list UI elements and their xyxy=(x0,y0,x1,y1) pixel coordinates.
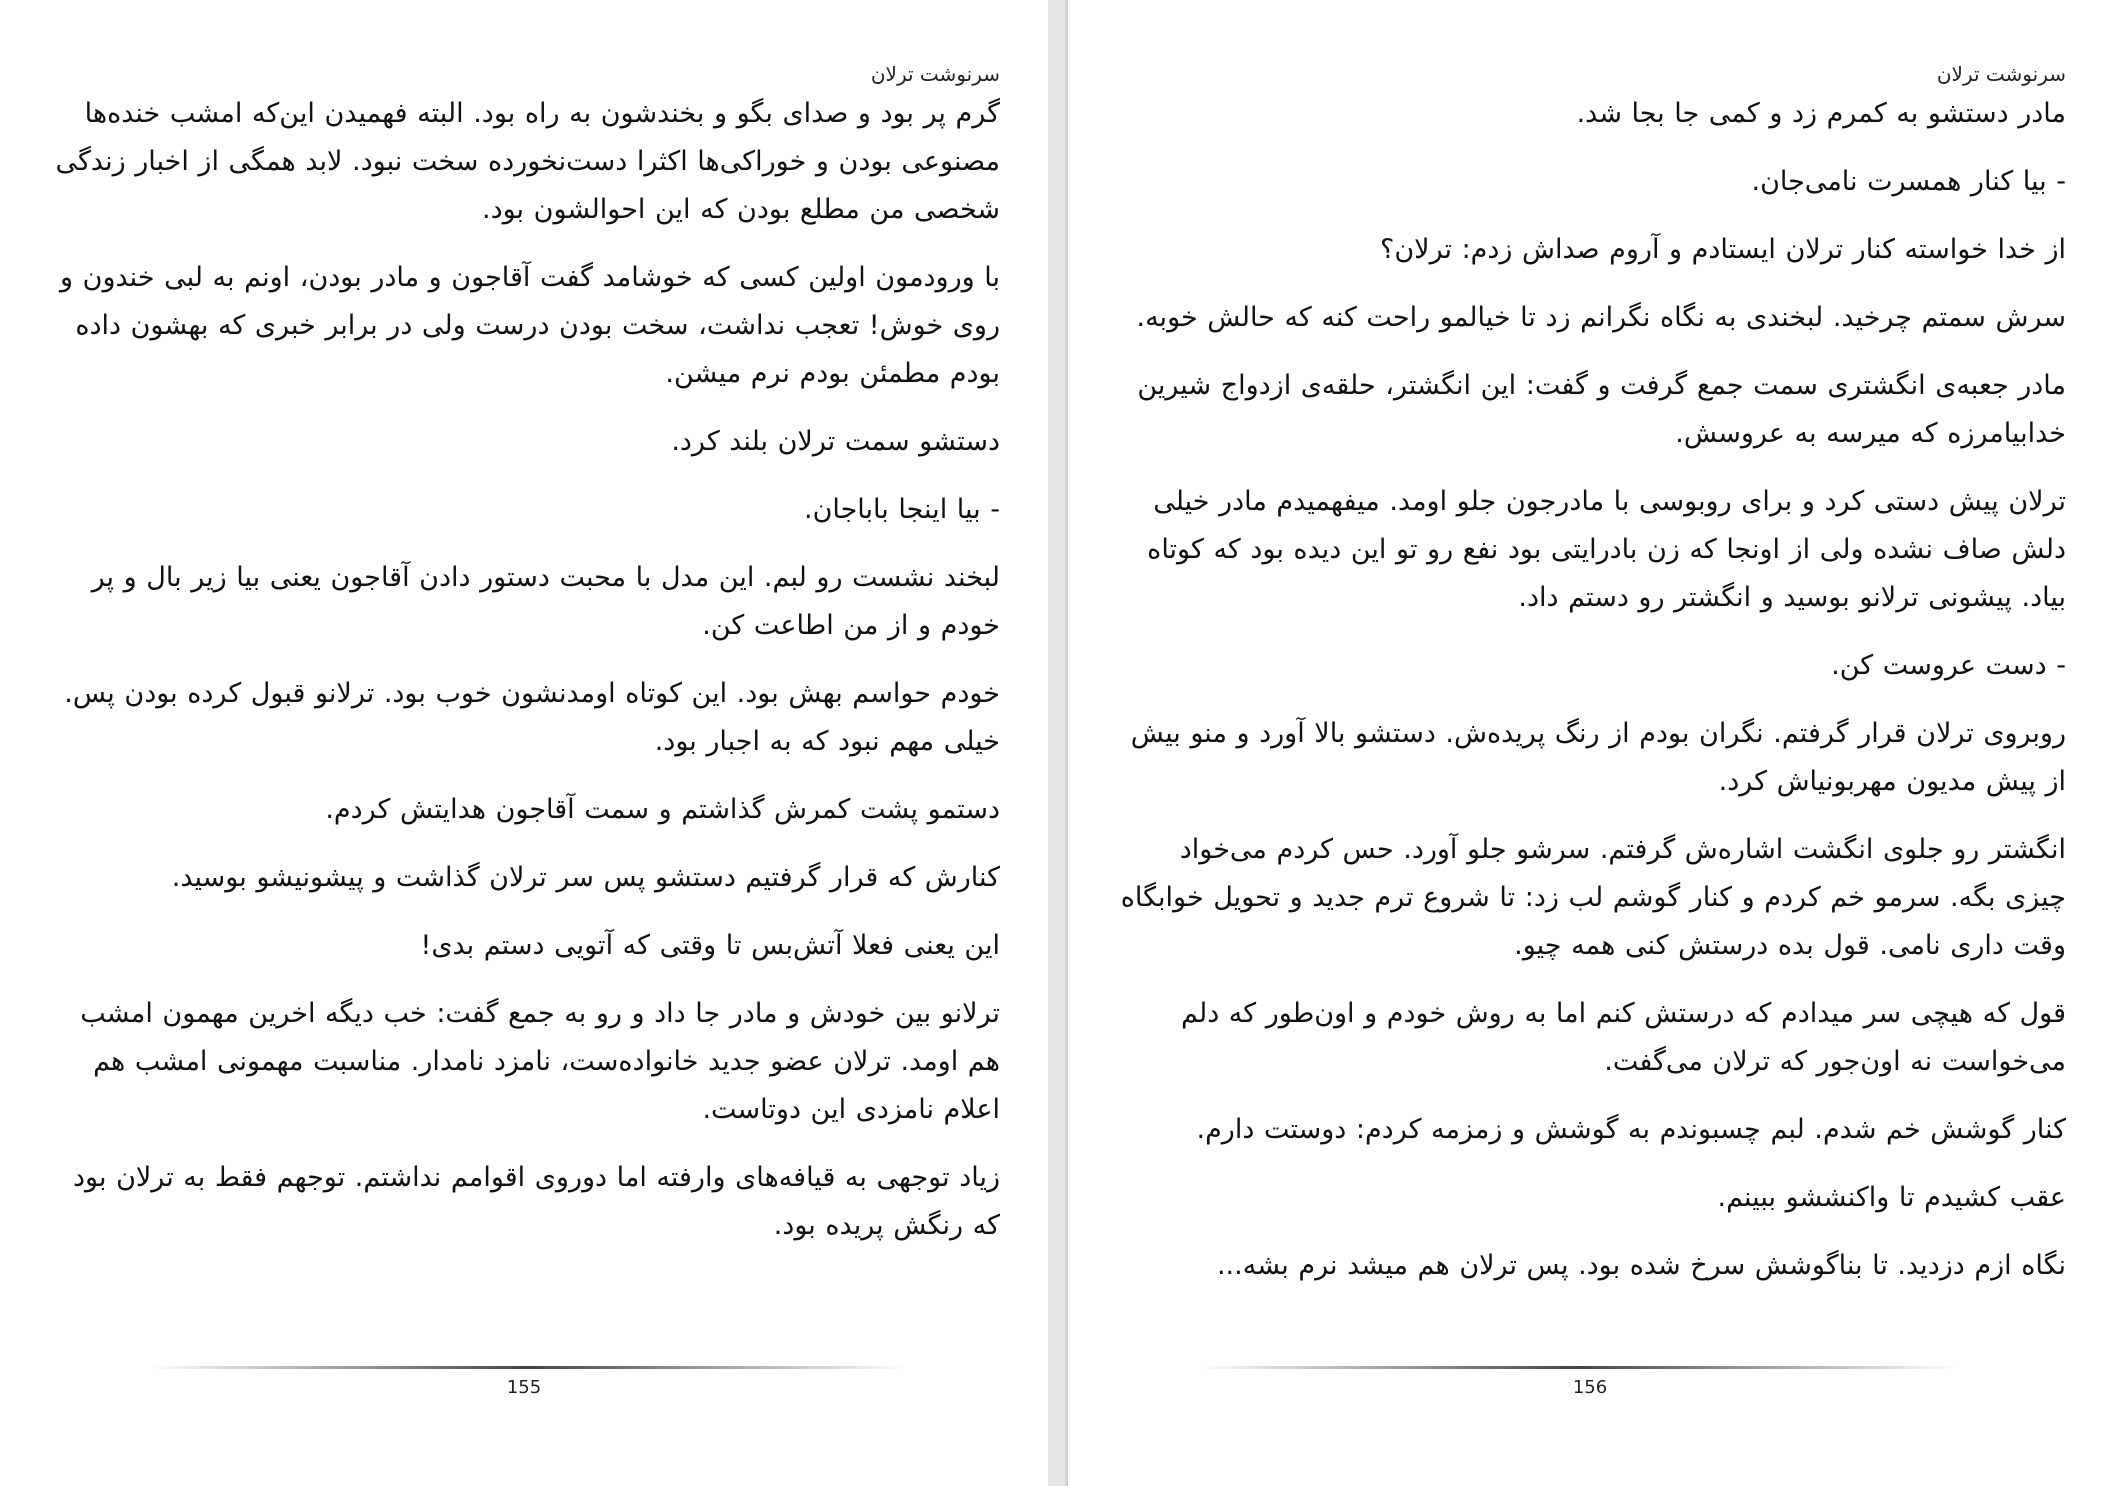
paragraph: دستشو سمت ترلان بلند کرد. xyxy=(671,426,1000,457)
paragraph: - بیا کنار همسرت نامی‌جان. xyxy=(1751,166,2066,197)
page-number: 156 xyxy=(1572,1377,1608,1398)
paragraph: - بیا اینجا باباجان. xyxy=(803,494,1000,525)
paragraph: این یعنی فعلا آتش‌بس تا وقتی که آتویی دستم بدی! xyxy=(420,930,1000,961)
paragraph: عقب کشیدم تا واکنششو ببینم. xyxy=(1717,1182,2066,1213)
paragraph: دستمو پشت کمرش گذاشتم و سمت آقاجون هدایتش کردم. xyxy=(325,794,1000,825)
footer-rule xyxy=(148,1366,908,1369)
paragraph: قول که هیچی سر میدادم که درستش کنم اما به روش خودم و اون‌طور که دلم می‌خواست نه اون‌جور که ترلان می‌گفت. xyxy=(1181,998,2066,1077)
paragraph: - دست عروست کن. xyxy=(1831,650,2066,681)
paragraph: مادر جعبه‌ی انگشتری سمت جمع گرفت و گفت: این انگشتر، حلقه‌ی ازدواج شیرین خدابیامرزه که میرسه به عروسش. xyxy=(1137,370,2066,449)
paragraph: انگشتر رو جلوی انگشت اشاره‌ش گرفتم. سرشو جلو آورد. حس کردم می‌خواد چیزی بگه. سرمو خم کردم و کنار گوشم لب زد: تا شروع ترم جدید و تحویل خوابگاه وقت داری نامی. قول بده درستش کنی همه چیو. xyxy=(1120,834,2066,961)
paragraph: کنار گوشش خم شدم. لبم چسبوندم به گوشش و زمزمه کردم: دوستت دارم. xyxy=(1196,1114,2066,1145)
paragraph: از خدا خواسته کنار ترلان ایستادم و آروم صداش زدم: ترلان؟ xyxy=(1380,234,2066,265)
right-page-text xyxy=(1118,58,2066,1310)
paragraph: زیاد توجهی به قیافه‌های وارفته اما دوروی اقوامم نداشتم. توجهم فقط به ترلان بود که رنگش پریده بود. xyxy=(73,1162,1000,1241)
running-header: سرنوشت ترلان xyxy=(1936,62,2066,86)
paragraph: کنارش که قرار گرفتیم دستشو پس سر ترلان گذاشت و پیشونیشو بوسید. xyxy=(171,862,1000,893)
paragraph: لبخند نشست رو لبم. این مدل با محبت دستور دادن آقاجون یعنی بیا زیر بال و پر خودم و از من اطاعت کن. xyxy=(91,562,1000,641)
paragraph: سرش سمتم چرخید. لبخندی به نگاه نگرانم زد تا خیالمو راحت کنه که حالش خوبه. xyxy=(1136,302,2066,333)
paragraph: ترلانو بین خودش و مادر جا داد و رو به جمع گفت: خب دیگه اخرین مهمون امشب هم اومد. ترلان عضو جدید خانواده‌ست، نامزد نامدار. مناسبت مهمونی امشب هم اعلام نامزدی این دوتاست. xyxy=(80,998,1000,1125)
paragraph: ترلان پیش دستی کرد و برای روبوسی با مادرجون جلو اومد. میفهمیدم مادر خیلی دلش صاف نشده ولی از اونجا که زن بادرایتی بود نفع رو تو این دیده بود که کوتاه بیاد. پیشونی ترلانو بوسید و انگشتر رو دستم داد. xyxy=(1147,486,2066,613)
running-header: سرنوشت ترلان xyxy=(870,62,1000,86)
paragraph: روبروی ترلان قرار گرفتم. نگران بودم از رنگ پریده‌ش. دستشو بالا آورد و منو بیش از پیش مدیون مهربونیاش کرد. xyxy=(1130,718,2066,797)
paragraph: گرم پر بود و صدای بگو و بخندشون به راه بود. البته فهمیدن این‌که امشب خنده‌ها مصنوعی بودن و خوراکی‌ها اکثرا دست‌نخورده سخت نبود. لابد همگی از اخبار زندگی شخصی من مطلع بودن که این احوالشون بود. xyxy=(55,98,1000,225)
paragraph: مادر دستشو به کمرم زد و کمی جا بجا شد. xyxy=(1576,98,2066,129)
page-number: 155 xyxy=(506,1377,542,1398)
footer-rule xyxy=(1198,1366,1958,1369)
left-page-text xyxy=(52,58,1000,1270)
left-page xyxy=(0,0,1048,1486)
paragraph: خودم حواسم بهش بود. این کوتاه اومدنشون خوب بود. ترلانو قبول کرده بودن پس. خیلی مهم نبود که به اجبار بود. xyxy=(64,678,1000,757)
right-page xyxy=(1068,0,2116,1486)
paragraph: نگاه ازم دزدید. تا بناگوشش سرخ شده بود. پس ترلان هم میشد نرم بشه... xyxy=(1216,1250,2066,1281)
paragraph: با ورودمون اولین کسی که خوشامد گفت آقاجون و مادر بودن، اونم به لبی خندون و روی خوش! تعجب نداشت، سخت بودن درست ولی در برابر خبری که بهشون داده بودم مطمئن بودم نرم میشن. xyxy=(60,262,1000,389)
